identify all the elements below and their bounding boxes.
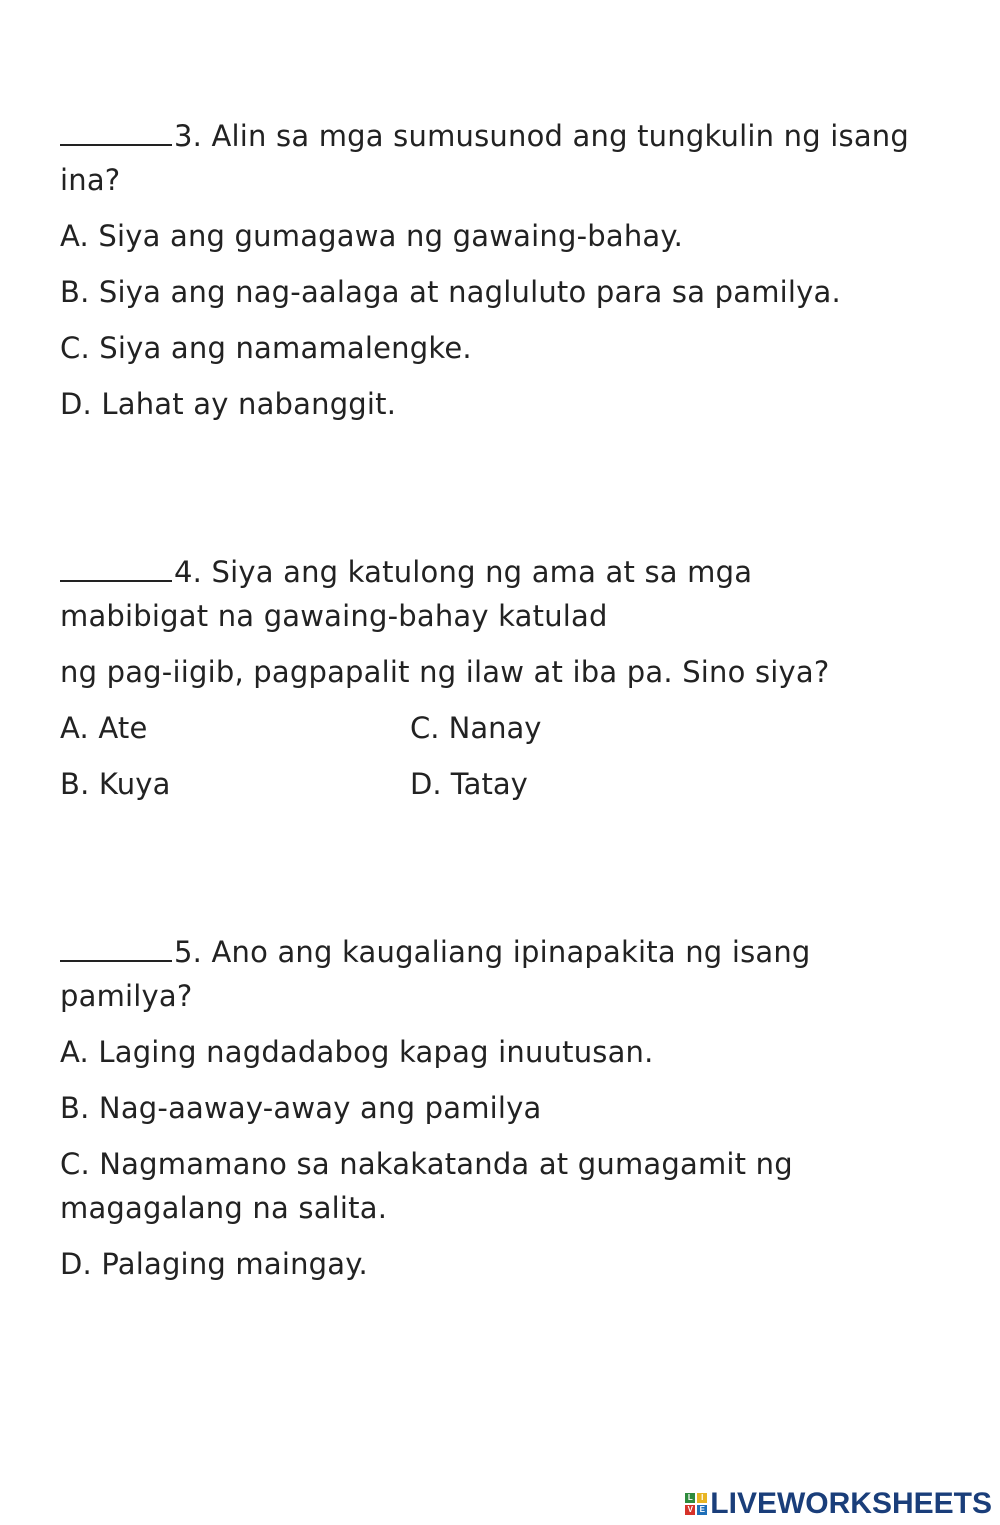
- question-5-option-c: C. Nagmamano sa nakakatanda at gumagamit ng: [60, 1147, 793, 1181]
- question-3-option-a: A. Siya ang gumagawa ng gawaing-bahay.: [60, 219, 684, 253]
- question-4-option-c: C. Nanay: [410, 711, 542, 745]
- question-5-stem: [60, 930, 811, 974]
- brand-text: LIVEWORKSHEETS: [710, 1487, 992, 1520]
- question-5-text: 5. Ano ang kaugaliang ipinapakita ng isang: [174, 935, 811, 969]
- question-4-text: 4. Siya ang katulong ng ama at sa mga: [174, 555, 753, 589]
- question-4-option-d: D. Tatay: [410, 767, 528, 801]
- question-3-text: 3. Alin sa mga sumusunod ang tungkulin ng isang: [174, 119, 909, 153]
- question-4-stem: [60, 550, 752, 594]
- question-3-continuation: ina?: [60, 163, 121, 197]
- question-4-continuation: mabibigat na gawaing-bahay katulad: [60, 599, 608, 633]
- question-4-option-a: A. Ate: [60, 711, 148, 745]
- answer-blank-3[interactable]: [60, 116, 172, 146]
- liveworksheets-logo: [685, 1487, 992, 1521]
- liveworksheets-icon: L I V E: [685, 1493, 707, 1515]
- question-4-option-b: B. Kuya: [60, 767, 171, 801]
- answer-blank-4[interactable]: [60, 552, 172, 582]
- question-3-stem: [60, 114, 909, 158]
- question-3-option-c: C. Siya ang namamalengke.: [60, 331, 472, 365]
- question-5-option-d: D. Palaging maingay.: [60, 1247, 368, 1281]
- question-5-continuation: pamilya?: [60, 979, 193, 1013]
- question-5-option-c-continuation: magagalang na salita.: [60, 1191, 388, 1225]
- question-3-option-b: B. Siya ang nag-aalaga at nagluluto para sa pamilya.: [60, 275, 841, 309]
- answer-blank-5[interactable]: [60, 932, 172, 962]
- question-4-continuation-2: ng pag-iigib, pagpapalit ng ilaw at iba pa. Sino siya?: [60, 655, 830, 689]
- question-5-option-a: A. Laging nagdadabog kapag inuutusan.: [60, 1035, 654, 1069]
- question-5-option-b: B. Nag-aaway-away ang pamilya: [60, 1091, 542, 1125]
- question-3-option-d: D. Lahat ay nabanggit.: [60, 387, 397, 421]
